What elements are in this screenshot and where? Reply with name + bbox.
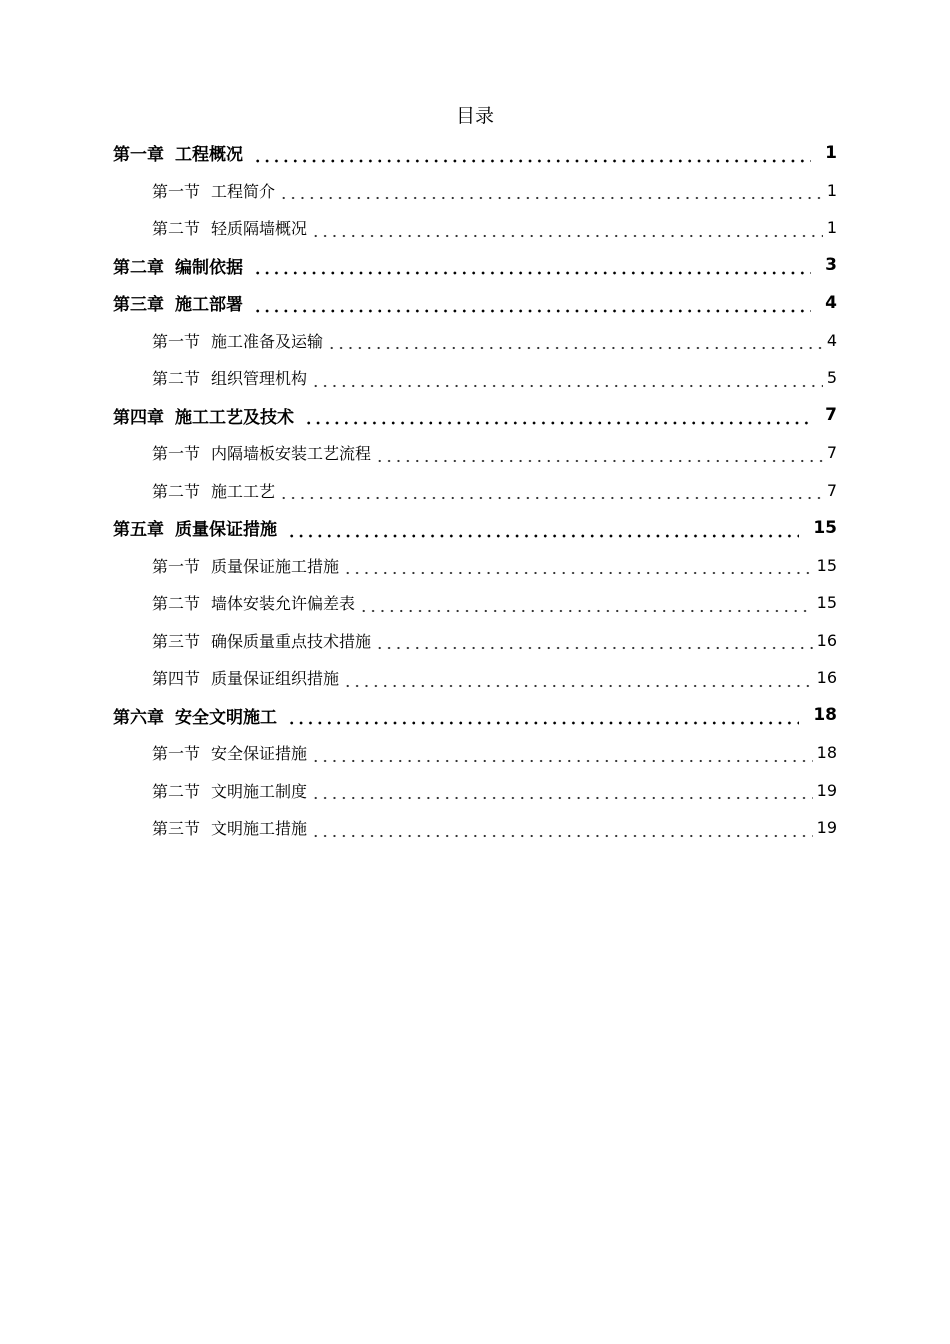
toc-page-number: 1	[826, 218, 837, 238]
toc-entry-label	[113, 290, 243, 315]
toc-entry-label	[152, 779, 307, 802]
toc-entry-label	[152, 816, 307, 839]
toc-dot-leader	[251, 145, 811, 165]
toc-title: 目录	[455, 105, 494, 127]
toc-entry-number: 第四章	[113, 407, 164, 428]
toc-section-entry[interactable]	[0, 584, 950, 622]
toc-entry-number: 第一节	[152, 331, 201, 351]
toc-entry-number: 第一节	[152, 744, 201, 764]
toc-entry-label	[152, 741, 307, 764]
toc-entry-label	[152, 216, 307, 239]
toc-section-entry[interactable]	[0, 434, 950, 472]
toc-entry-label	[152, 591, 355, 614]
toc-dot-leader	[374, 632, 813, 652]
toc-entry-title: 施工工艺及技术	[175, 407, 294, 428]
toc-page-number: 4	[826, 330, 837, 350]
toc-dot-leader	[310, 820, 813, 840]
toc-section-entry[interactable]	[0, 772, 950, 810]
toc-entry-title: 文明施工制度	[211, 781, 308, 801]
toc-section-entry[interactable]	[0, 172, 950, 210]
toc-section-entry[interactable]	[0, 809, 950, 847]
toc-entry-title: 施工准备及运输	[211, 331, 324, 351]
toc-section-entry[interactable]	[0, 659, 950, 697]
toc-list	[0, 134, 950, 847]
toc-entry-title: 内隔墙板安装工艺流程	[211, 444, 372, 464]
toc-section-entry[interactable]	[0, 547, 950, 585]
toc-dot-leader	[310, 220, 823, 240]
toc-page-number: 1	[825, 142, 837, 163]
toc-dot-leader	[251, 257, 811, 277]
toc-page-number: 16	[816, 668, 837, 688]
toc-entry-label	[152, 329, 323, 352]
toc-entry-title: 墙体安装允许偏差表	[211, 594, 356, 614]
toc-entry-label	[113, 515, 277, 540]
toc-entry-label	[152, 179, 275, 202]
toc-entry-title: 安全保证措施	[211, 744, 308, 764]
toc-entry-number: 第五章	[113, 520, 164, 541]
toc-section-entry[interactable]	[0, 322, 950, 360]
toc-entry-title: 确保质量重点技术措施	[211, 631, 372, 651]
toc-entry-label	[152, 366, 307, 389]
toc-entry-number: 第三节	[152, 819, 201, 839]
toc-entry-number: 第一节	[152, 181, 201, 201]
toc-entry-number: 第六章	[113, 707, 164, 728]
toc-dot-leader	[342, 557, 813, 577]
toc-dot-leader	[342, 670, 813, 690]
toc-chapter-entry[interactable]	[0, 284, 950, 322]
toc-dot-leader	[310, 370, 823, 390]
toc-page-number: 15	[816, 593, 837, 613]
toc-dot-leader	[358, 595, 813, 615]
toc-entry-label	[113, 703, 277, 728]
toc-entry-label	[152, 479, 275, 502]
toc-chapter-entry[interactable]	[0, 697, 950, 735]
toc-entry-title: 安全文明施工	[175, 707, 277, 728]
toc-section-entry[interactable]	[0, 622, 950, 660]
toc-entry-number: 第二节	[152, 594, 201, 614]
toc-entry-title: 编制依据	[175, 257, 243, 278]
toc-page-number: 15	[813, 517, 837, 538]
toc-dot-leader	[310, 745, 813, 765]
toc-dot-leader	[285, 707, 799, 727]
toc-page-number: 3	[825, 255, 837, 276]
toc-entry-title: 质量保证组织措施	[211, 669, 340, 689]
toc-section-entry[interactable]	[0, 209, 950, 247]
toc-page-number: 15	[816, 555, 837, 575]
toc-entry-label	[152, 441, 371, 464]
toc-entry-number: 第二节	[152, 369, 201, 389]
toc-entry-title: 文明施工措施	[211, 819, 308, 839]
toc-page-number: 19	[816, 780, 837, 800]
toc-dot-leader	[326, 332, 823, 352]
toc-entry-number: 第二节	[152, 219, 201, 239]
toc-entry-number: 第一章	[113, 145, 164, 166]
toc-entry-number: 第四节	[152, 669, 201, 689]
toc-entry-label	[152, 666, 339, 689]
toc-page-number: 7	[825, 405, 837, 426]
toc-page-number: 7	[826, 480, 837, 500]
toc-entry-title: 工程概况	[175, 145, 243, 166]
toc-entry-label	[113, 403, 294, 428]
toc-entry-number: 第三节	[152, 631, 201, 651]
toc-entry-title: 组织管理机构	[211, 369, 308, 389]
toc-page-number: 7	[826, 443, 837, 463]
toc-chapter-entry[interactable]	[0, 509, 950, 547]
toc-entry-label	[113, 140, 243, 165]
toc-dot-leader	[251, 295, 811, 315]
toc-entry-number: 第三章	[113, 295, 164, 316]
toc-page-number: 1	[826, 180, 837, 200]
toc-entry-title: 轻质隔墙概况	[211, 219, 308, 239]
toc-page-number: 18	[813, 705, 837, 726]
toc-dot-leader	[374, 445, 823, 465]
toc-section-entry[interactable]	[0, 472, 950, 510]
toc-entry-title: 质量保证措施	[175, 520, 277, 541]
toc-entry-number: 第一节	[152, 556, 201, 576]
toc-chapter-entry[interactable]	[0, 134, 950, 172]
toc-entry-number: 第二节	[152, 781, 201, 801]
toc-entry-number: 第二节	[152, 481, 201, 501]
toc-entry-label	[113, 253, 243, 278]
toc-entry-label	[152, 629, 371, 652]
toc-page-number: 4	[825, 292, 837, 313]
toc-entry-number: 第一节	[152, 444, 201, 464]
toc-page-number: 5	[826, 368, 837, 388]
toc-entry-label	[152, 554, 339, 577]
toc-page-number: 18	[816, 743, 837, 763]
toc-dot-leader	[285, 520, 799, 540]
toc-section-entry[interactable]	[0, 359, 950, 397]
toc-page-number: 16	[816, 630, 837, 650]
toc-chapter-entry[interactable]	[0, 247, 950, 285]
toc-entry-title: 施工部署	[175, 295, 243, 316]
toc-entry-title: 施工工艺	[211, 481, 276, 501]
toc-entry-title: 工程简介	[211, 181, 276, 201]
toc-entry-number: 第二章	[113, 257, 164, 278]
toc-page-number: 19	[816, 818, 837, 838]
toc-dot-leader	[278, 482, 823, 502]
toc-section-entry[interactable]	[0, 734, 950, 772]
toc-dot-leader	[278, 182, 823, 202]
toc-entry-title: 质量保证施工措施	[211, 556, 340, 576]
toc-dot-leader	[310, 782, 813, 802]
toc-dot-leader	[302, 407, 811, 427]
toc-chapter-entry[interactable]	[0, 397, 950, 435]
